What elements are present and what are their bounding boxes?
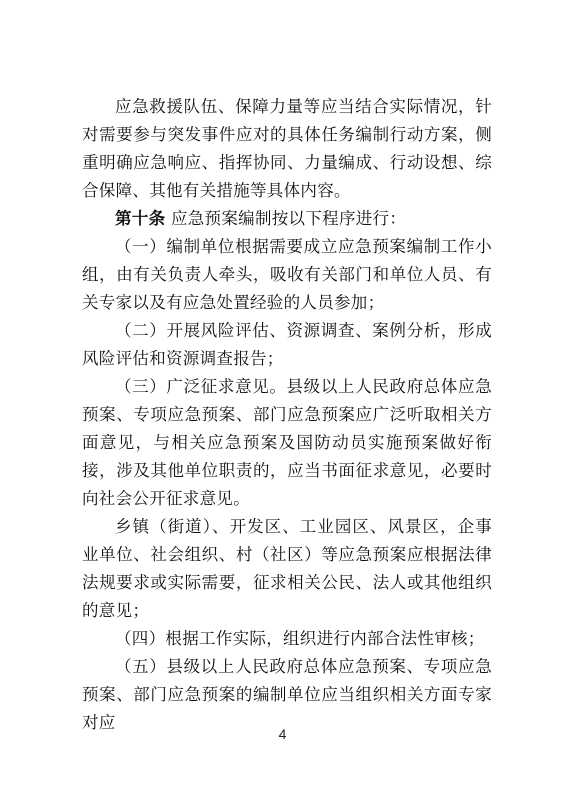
- paragraph-item-5: [82, 653, 492, 737]
- paragraph-text: 乡镇（街道）、开发区、工业园区、风景区，企事业单位、社会组织、村（社区）等应急预案应根据法律法规要求或实际需要，征求相关公民、法人或其他组织的意见；: [82, 517, 492, 620]
- article-heading: 第十条: [115, 209, 166, 228]
- paragraph-text: 应急预案编制按以下程序进行：: [165, 209, 407, 228]
- paragraph-item-2: [82, 317, 492, 373]
- paragraph-text: （三）广泛征求意见。县级以上人民政府总体应急预案、专项应急预案、部门应急预案应广泛听取相关方面意见，与相关应急预案及国防动员实施预案做好衔接，涉及其他单位职责的，应当书面征求意见，必要时向社会公开征求意见。: [82, 377, 492, 508]
- paragraph-article-10: [82, 205, 492, 233]
- paragraph-text: （四）根据工作实际，组织进行内部合法性审核；: [115, 629, 485, 648]
- paragraph-township: [82, 513, 492, 625]
- paragraph-1: [82, 93, 492, 205]
- paragraph-item-4: [82, 625, 492, 653]
- paragraph-text: 应急救援队伍、保障力量等应当结合实际情况，针对需要参与突发事件应对的具体任务编制行动方案，侧重明确应急响应、指挥协同、力量编成、行动设想、综合保障、其他有关措施等具体内容。: [82, 97, 492, 200]
- paragraph-item-3: [82, 373, 492, 513]
- paragraph-text: （一）编制单位根据需要成立应急预案编制工作小组，由有关负责人牵头，吸收有关部门和单位人员、有关专家以及有应急处置经验的人员参加；: [82, 237, 492, 312]
- paragraph-item-1: [82, 233, 492, 317]
- paragraph-text: （二）开展风险评估、资源调查、案例分析，形成风险评估和资源调查报告；: [82, 321, 492, 368]
- paragraph-text: （五）县级以上人民政府总体应急预案、专项应急预案、部门应急预案的编制单位应当组织相关方面专家对应: [82, 657, 492, 732]
- page-number: 4: [278, 726, 287, 742]
- document-body: [82, 93, 492, 737]
